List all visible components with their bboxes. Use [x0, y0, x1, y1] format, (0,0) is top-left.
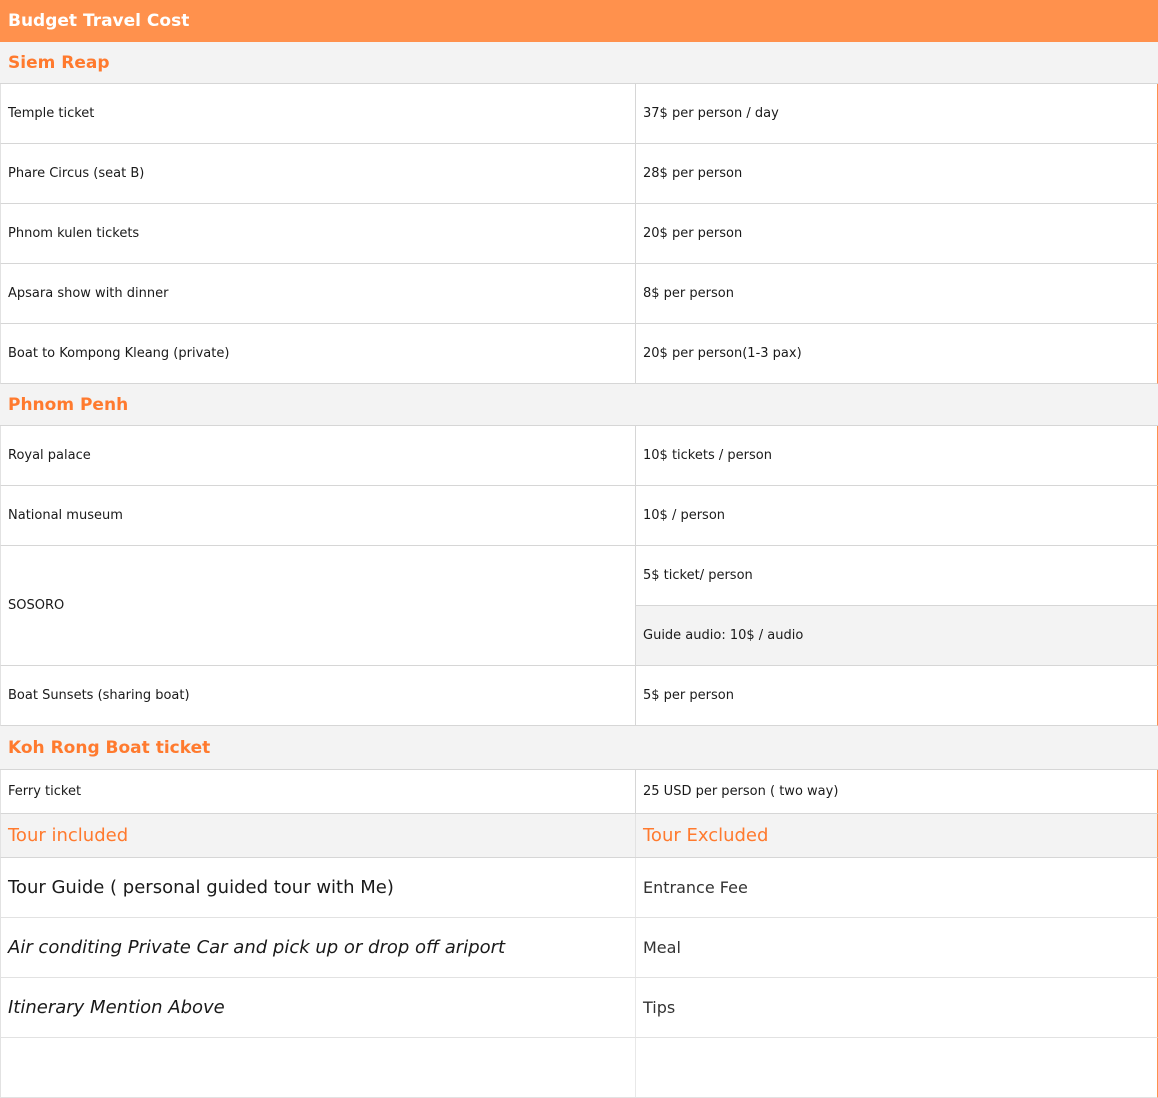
item-cell: Apsara show with dinner: [1, 264, 636, 323]
price-split-cell: [636, 546, 1157, 665]
item-cell: Boat to Kompong Kleang (private): [1, 324, 636, 383]
included-item: Itinerary Mention Above: [1, 978, 636, 1037]
table-row: [0, 324, 1158, 384]
price-cell: 37$ per person / day: [643, 106, 779, 121]
table-row: [0, 426, 1158, 486]
item-cell: National museum: [1, 486, 636, 545]
item-cell: Phare Circus (seat B): [1, 144, 636, 203]
empty-cell: [1, 1038, 636, 1097]
tour-included-heading: Tour included: [1, 814, 636, 857]
item-cell: Temple ticket: [1, 84, 636, 143]
item-cell: Phnom kulen tickets: [1, 204, 636, 263]
included-item: Air conditing Private Car and pick up or drop off ariport: [1, 918, 636, 977]
price-cell: 8$ per person: [643, 286, 734, 301]
included-item: Tour Guide ( personal guided tour with Me): [1, 858, 636, 917]
table-row: [0, 1038, 1158, 1098]
tour-header-row: [0, 814, 1158, 858]
item-cell: Boat Sunsets (sharing boat): [1, 666, 636, 725]
table-row: [0, 264, 1158, 324]
tour-row: [0, 918, 1158, 978]
tour-row: [0, 858, 1158, 918]
price-cell: 10$ tickets / person: [643, 448, 772, 463]
excluded-item: Meal: [643, 938, 681, 957]
empty-cell: [636, 1038, 1157, 1097]
table-row: [0, 666, 1158, 726]
section-heading-phnom-penh: Phnom Penh: [0, 384, 1158, 426]
table-row: [0, 486, 1158, 546]
section-heading-siem-reap: Siem Reap: [0, 42, 1158, 84]
tour-row: [0, 978, 1158, 1038]
item-cell: Ferry ticket: [1, 770, 636, 813]
excluded-item: Tips: [643, 998, 676, 1017]
price-cell-secondary: Guide audio: 10$ / audio: [636, 606, 1157, 665]
item-cell: Royal palace: [1, 426, 636, 485]
tour-excluded-heading: Tour Excluded: [643, 825, 769, 846]
page-title: Budget Travel Cost: [0, 0, 1158, 42]
table-row: [0, 546, 1158, 666]
table-row: [0, 204, 1158, 264]
item-cell: SOSORO: [1, 546, 636, 665]
section-heading-koh-rong: Koh Rong Boat ticket: [0, 726, 1158, 770]
price-cell: 20$ per person: [643, 226, 743, 241]
excluded-item: Entrance Fee: [643, 878, 748, 897]
price-cell: 20$ per person(1-3 pax): [643, 346, 802, 361]
price-cell: 5$ ticket/ person: [636, 546, 1157, 606]
price-cell: 10$ / person: [643, 508, 726, 523]
table-row: [0, 84, 1158, 144]
price-cell: 25 USD per person ( two way): [643, 784, 839, 799]
table-row: [0, 144, 1158, 204]
table-row: [0, 770, 1158, 814]
price-cell: 5$ per person: [643, 688, 734, 703]
price-cell: 28$ per person: [643, 166, 743, 181]
